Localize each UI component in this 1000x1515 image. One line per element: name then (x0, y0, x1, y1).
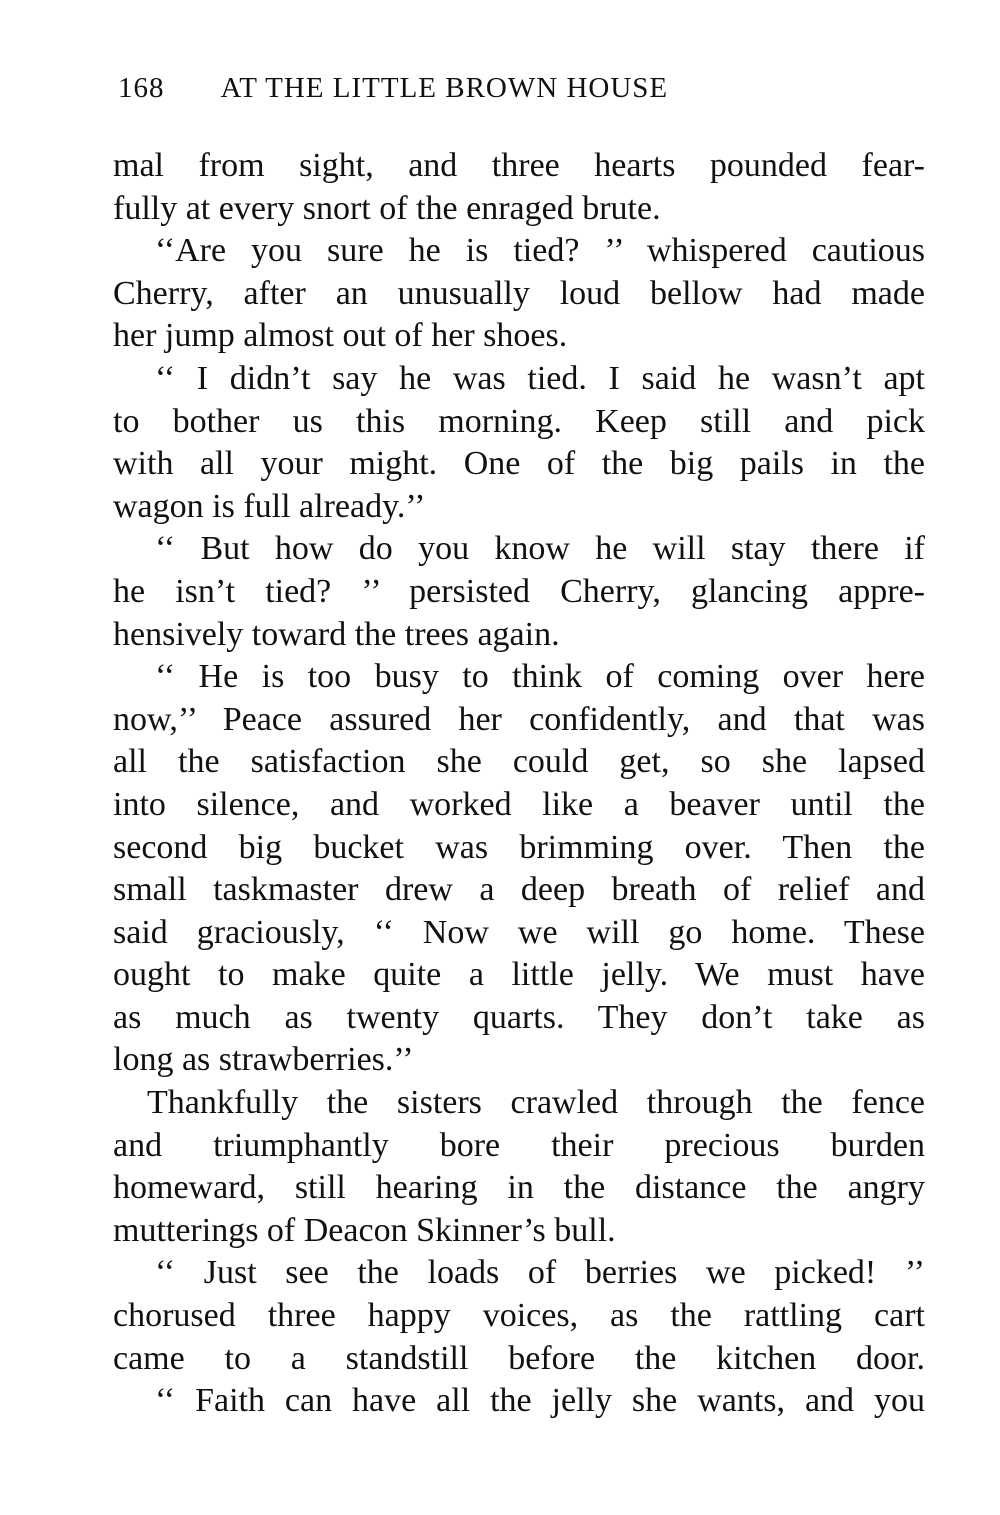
text-line: chorused three happy voices, as the rattling cart (113, 1297, 925, 1335)
text-line: came to a standstill before the kitchen door. (113, 1339, 925, 1377)
text-line: said graciously, ‘‘ Now we will go home. These (113, 913, 925, 951)
text-line: Thankfully the sisters crawled through the fence (147, 1084, 925, 1122)
text-line: into silence, and worked like a beaver until the (113, 785, 925, 823)
text-line: ‘‘ Faith can have all the jelly she wants, and you (155, 1382, 925, 1420)
text-line: he isn’t tied? ’’ persisted Cherry, glancing appre- (113, 572, 925, 610)
text-line: as much as twenty quarts. They don’t take as (113, 998, 925, 1036)
text-line: mutterings of Deacon Skinner’s bull. (113, 1211, 616, 1249)
text-line: Cherry, after an unusually loud bellow had made (113, 274, 925, 312)
text-line: hensively toward the trees again. (113, 615, 560, 653)
text-line: now,’’ Peace assured her confidently, and that was (113, 700, 925, 738)
text-line: ‘‘ I didn’t say he was tied. I said he wasn’t apt (155, 359, 925, 397)
text-line: mal from sight, and three hearts pounded fear- (113, 147, 925, 184)
text-line: homeward, still hearing in the distance the angry (113, 1169, 925, 1207)
paragraph (113, 528, 925, 656)
text-line: ought to make quite a little jelly. We must have (113, 956, 925, 994)
page-header (118, 68, 818, 108)
body-text (113, 145, 925, 1423)
text-line: and triumphantly bore their precious burden (113, 1126, 925, 1164)
text-line: wagon is full already.’’ (113, 487, 426, 525)
text-line: fully at every snort of the enraged brute. (113, 189, 661, 227)
text-line: small taskmaster drew a deep breath of relief and (113, 871, 925, 909)
text-line: second big bucket was brimming over. Then the (113, 828, 925, 866)
text-line: her jump almost out of her shoes. (113, 317, 568, 355)
paragraph (113, 358, 925, 528)
text-line: all the satisfaction she could get, so she lapsed (113, 743, 925, 781)
text-line: long as strawberries.’’ (113, 1041, 414, 1079)
paragraph (113, 1380, 925, 1423)
paragraph (113, 656, 925, 1082)
text-line: ‘‘ Just see the loads of berries we picked! ’’ (155, 1254, 925, 1292)
text-line: with all your might. One of the big pails in the (113, 445, 925, 483)
page-number: 168 (118, 72, 165, 104)
text-line: ‘‘Are you sure he is tied? ’’ whispered cautious (155, 232, 925, 270)
paragraph (113, 1252, 925, 1380)
paragraph (113, 145, 925, 230)
text-line: ‘‘ He is too busy to think of coming over here (155, 658, 925, 696)
text-line: to bother us this morning. Keep still and pick (113, 402, 925, 440)
paragraph (113, 1082, 925, 1252)
paragraph (113, 230, 925, 358)
running-title: AT THE LITTLE BROWN HOUSE (220, 72, 669, 104)
text-line: ‘‘ But how do you know he will stay there if (155, 530, 925, 568)
